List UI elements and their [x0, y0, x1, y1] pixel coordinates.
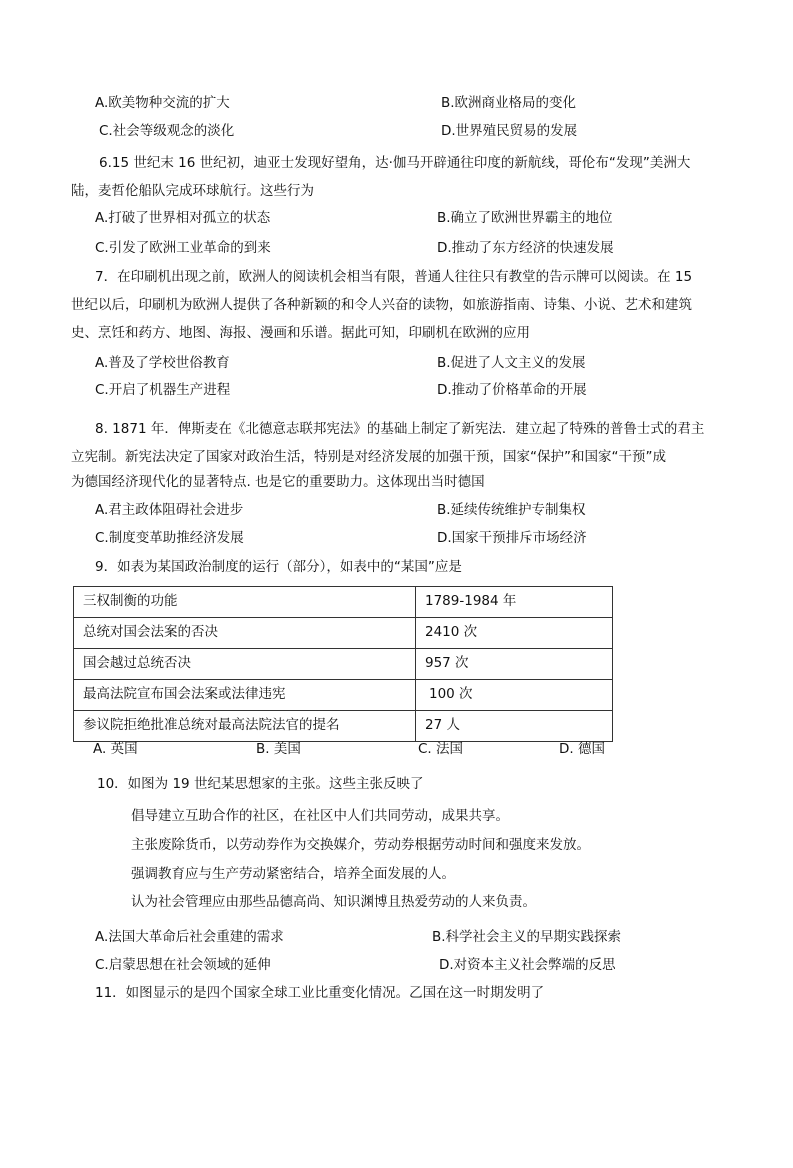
- q6-stem-line-1: 6.15 世纪末 16 世纪初，迪亚士发现好望角，达·伽马开辟通往印度的新航线，哥伦布“发现”美洲大: [99, 155, 691, 171]
- q10-option-b: B.科学社会主义的早期实践探索: [432, 929, 622, 945]
- q8-stem-line-1: 8. 1871 年．俾斯麦在《北德意志联邦宪法》的基础上制定了新宪法．建立起了特殊的普鲁士式的君主: [95, 421, 705, 437]
- table-cell-label: 国会越过总统否决: [74, 649, 416, 680]
- table-cell-label: 总统对国会法案的否决: [74, 618, 416, 649]
- q10-quote-line: 强调教育应与生产劳动紧密结合，培养全面发展的人。: [131, 866, 455, 882]
- q10-option-d: D.对资本主义社会弊端的反思: [439, 957, 616, 973]
- q8-option-d: D.国家干预排斥市场经济: [437, 530, 587, 546]
- table-row: [74, 649, 613, 680]
- q9-option-b: B. 美国: [256, 741, 301, 757]
- q7-option-d: D.推动了价格革命的开展: [437, 382, 587, 398]
- q6-option-b: B.确立了欧洲世界霸主的地位: [437, 210, 613, 226]
- table-cell-value: 957 次: [416, 649, 613, 680]
- q9-option-d: D. 德国: [559, 741, 605, 757]
- q7-option-a: A.普及了学校世俗教育: [95, 355, 230, 371]
- q6-option-c: C.引发了欧洲工业革命的到来: [95, 240, 271, 256]
- q8-stem-line-2: 立宪制。新宪法决定了国家对政治生活，特别是对经济发展的加强干预，国家“保护”和国家“干预”成: [71, 449, 666, 465]
- q8-option-c: C.制度变革助推经济发展: [95, 530, 244, 546]
- q9-option-a: A. 英国: [93, 741, 138, 757]
- q5-option-c: C.社会等级观念的淡化: [99, 123, 235, 139]
- q7-stem-line-3: 史、烹饪和药方、地图、海报、漫画和乐谱。据此可知，印刷机在欧洲的应用: [71, 325, 530, 341]
- q8-option-a: A.君主政体阻碍社会进步: [95, 502, 244, 518]
- q10-option-a: A.法国大革命后社会重建的需求: [95, 929, 284, 945]
- q6-option-a: A.打破了世界相对孤立的状态: [95, 210, 271, 226]
- table-row: [74, 711, 613, 742]
- table-cell-label: 参议院拒绝批准总统对最高法院法官的提名: [74, 711, 416, 742]
- table-cell-value: 27 人: [416, 711, 613, 742]
- q9-stem: 9．如表为某国政治制度的运行（部分），如表中的“某国”应是: [95, 559, 462, 575]
- q10-option-c: C.启蒙思想在社会领域的延伸: [95, 957, 271, 973]
- table-row: [74, 618, 613, 649]
- q10-quote-line: 认为社会管理应由那些品德高尚、知识渊博且热爱劳动的人来负责。: [131, 894, 536, 910]
- q5-option-a: A.欧美物种交流的扩大: [95, 95, 230, 111]
- q7-stem-line-1: 7．在印刷机出现之前，欧洲人的阅读机会相当有限，普通人往往只有教堂的告示牌可以阅读。在 15: [95, 269, 693, 285]
- table-cell-value: 2410 次: [416, 618, 613, 649]
- q6-stem-line-2: 陆，麦哲伦船队完成环球航行。这些行为: [71, 183, 314, 199]
- q11-stem: 11．如图显示的是四个国家全球工业比重变化情况。乙国在这一时期发明了: [95, 985, 545, 1001]
- table-row: [74, 587, 613, 618]
- table-cell-label: 三权制衡的功能: [74, 587, 416, 618]
- q9-option-c: C. 法国: [418, 741, 464, 757]
- q9-table: [73, 586, 613, 742]
- q6-option-d: D.推动了东方经济的快速发展: [437, 240, 614, 256]
- table-cell-value: 100 次: [416, 680, 613, 711]
- q7-option-b: B.促进了人文主义的发展: [437, 355, 586, 371]
- table-row: [74, 680, 613, 711]
- q7-stem-line-2: 世纪以后，印刷机为欧洲人提供了各种新颖的和令人兴奋的读物，如旅游指南、诗集、小说、艺术和建筑: [71, 297, 692, 313]
- q10-quote-line: 倡导建立互助合作的社区，在社区中人们共同劳动，成果共享。: [131, 808, 509, 824]
- q8-stem-line-3: 为德国经济现代化的显著特点. 也是它的重要助力。这体现出当时德国: [71, 474, 485, 490]
- q5-option-d: D.世界殖民贸易的发展: [441, 123, 578, 139]
- q10-stem: 10．如图为 19 世纪某思想家的主张。这些主张反映了: [97, 776, 424, 792]
- q8-option-b: B.延续传统维护专制集权: [437, 502, 586, 518]
- q7-option-c: C.开启了机器生产进程: [95, 382, 231, 398]
- table-cell-label: 最高法院宣布国会法案或法律违宪: [74, 680, 416, 711]
- q10-quote-line: 主张废除货币，以劳动券作为交换媒介，劳动券根据劳动时间和强度来发放。: [131, 837, 590, 853]
- q5-option-b: B.欧洲商业格局的变化: [441, 95, 577, 111]
- table-cell-value: 1789-1984 年: [416, 587, 613, 618]
